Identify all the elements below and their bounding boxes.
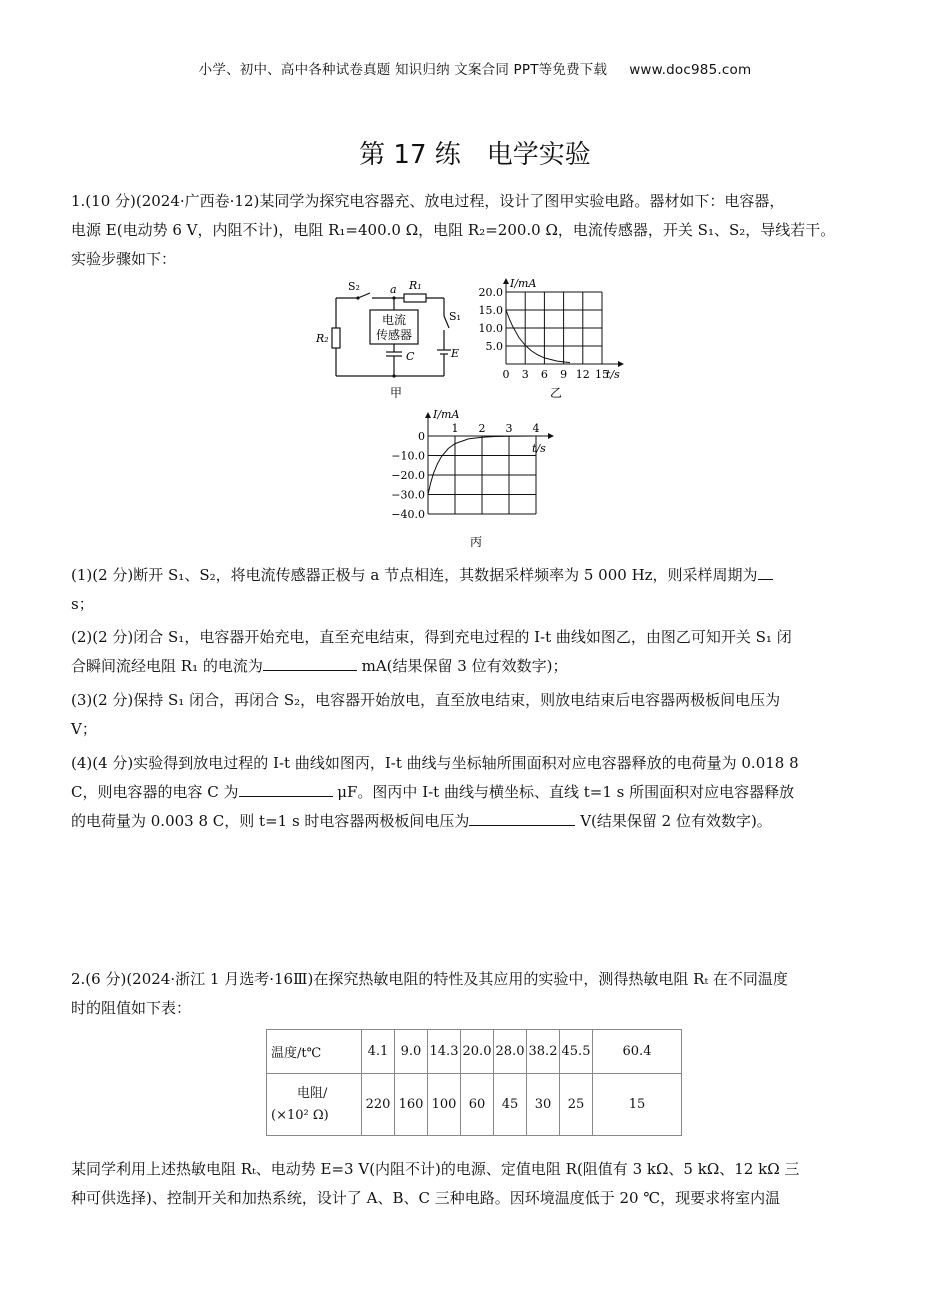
x-tick-label: 9 [560,368,568,381]
y-tick-label: −30.0 [391,488,425,502]
table-cell: 9.0 [395,1030,428,1074]
q1-part3-unit: V； [71,720,97,738]
q1-part2 [71,623,883,681]
header-text: 小学、初中、高中各种试卷真题 知识归纳 文案合同 PPT等免费下载 [198,62,608,78]
q1-part2-blank[interactable] [263,652,357,671]
q1-part4-text2: μF。图丙中 I-t 曲线与横坐标、直线 t=1 s 所围面积对应电容器释放 [332,783,795,801]
circuit-label-E: E [451,347,460,360]
y-tick-label: 0 [418,430,425,443]
q1-part4-blank1[interactable] [239,778,333,797]
y-tick-label: 10.0 [478,322,503,335]
table-header-temperature: 温度/t℃ [267,1030,362,1074]
q1-part2-text: 合瞬间流经电阻 R₁ 的电流为 [71,657,263,675]
x-tick-label: 6 [540,368,548,381]
circuit-caption: 甲 [389,386,403,400]
y-tick-label: 5.0 [485,340,503,353]
table-cell: 60.4 [593,1030,682,1074]
y-tick-label: 15.0 [478,304,503,317]
q1-part1 [71,561,883,619]
q1-intro [71,187,883,274]
sensor-label-line1: 电流 [381,313,407,327]
table-header-resistance-line1: 电阻/ [297,1085,328,1101]
q1-part3-line1: (3)(2 分)保持 S₁ 闭合，再闭合 S₂，电容器开始放电，直至放电结束，则放电结束后电容器两极板间电压为 [71,691,781,709]
table-header-resistance-line2: (×10² Ω) [271,1107,329,1123]
q1-part4-blank2[interactable] [469,807,575,826]
x-axis-arrow [618,361,624,367]
table-header-resistance [267,1074,362,1136]
x-axis-label: t/s [532,442,546,455]
table-cell: 15 [593,1074,682,1136]
q1-part3 [71,686,883,744]
table-row-resistance [267,1074,682,1136]
y-axis-arrow [425,412,431,418]
table-cell: 20.0 [461,1030,494,1074]
q2-after-line1: 某同学利用上述热敏电阻 Rₜ、电动势 E=3 V(内阻不计)的电源、定值电阻 R(阻值有 3 kΩ、5 kΩ、12 kΩ 三 [71,1160,800,1178]
table-cell: 160 [395,1074,428,1136]
x-tick-label: 1 [451,422,459,435]
q2-after-line2: 种可供选择)、控制开关和加热系统，设计了 A、B、C 三种电路。因环境温度低于 20 ℃，现要求将室内温 [71,1189,781,1207]
q1-part4-text1: C，则电容器的电容 C 为 [71,783,239,801]
q1-part1-blank[interactable] [758,561,773,580]
circuit-label-S1: S₁ [449,310,461,323]
page-title [0,134,950,171]
table-cell: 28.0 [494,1030,527,1074]
title-part1: 第 17 练 [359,140,461,170]
thermistor-table [266,1029,682,1136]
table-cell: 30 [527,1074,560,1136]
q1-part4-text3: 的电荷量为 0.003 8 C，则 t=1 s 时电容器两极板间电压为 [71,812,470,830]
table-cell: 45.5 [560,1030,593,1074]
x-tick-label: 4 [532,422,540,435]
q1-intro-line3: 实验步骤如下： [71,250,177,268]
x-tick-label: 3 [521,368,529,381]
x-axis-arrow [548,433,554,439]
chart-caption: 乙 [549,386,563,400]
q1-intro-line2: 电源 E(电动势 6 V，内阻不计)，电阻 R₁=400.0 Ω，电阻 R₂=200.0 Ω，电流传感器，开关 S₁、S₂，导线若干。 [71,221,836,239]
circuit-diagram [306,278,468,402]
q1-part2-line1: (2)(2 分)闭合 S₁，电容器开始充电，直至充电结束，得到充电过程的 I-t 曲线如图乙，由图乙可知开关 S₁ 闭 [71,628,792,646]
q1-part2-unit: mA(结果保留 3 位有效数字)； [356,657,568,675]
table-cell: 25 [560,1074,593,1136]
table-cell: 45 [494,1074,527,1136]
y-axis-label: I/mA [433,408,460,421]
page-header [0,58,950,78]
sensor-label-line2: 传感器 [375,328,413,342]
x-axis-label: t/s [606,368,620,381]
q1-part4 [71,749,883,836]
title-part2: 电学实验 [486,140,591,170]
chart-charging [476,276,646,402]
x-tick-label: 12 [575,368,590,381]
y-tick-label: −10.0 [391,449,425,463]
x-tick-label: 15 [595,368,609,381]
q2-after [71,1155,883,1213]
circuit-label-R2: R₂ [316,332,329,345]
circuit-label-R1: R₁ [409,279,422,292]
q1-part1-text: (1)(2 分)断开 S₁、S₂，将电流传感器正极与 a 节点相连，其数据采样频率为 5 000 Hz，则采样周期为 [71,566,758,584]
header-url[interactable]: www.doc985.com [629,62,752,78]
x-tick-label: 0 [502,368,510,381]
chart-caption: 丙 [469,535,483,549]
y-tick-label: −40.0 [391,508,425,521]
circuit-label-C: C [406,350,415,363]
circuit-label-a: a [390,283,397,296]
q2-intro-line1: 2.(6 分)(2024·浙江 1 月选考·16Ⅲ)在探究热敏电阻的特性及其应用的实验中，测得热敏电阻 Rₜ 在不同温度 [71,970,788,988]
q1-part4-line1: (4)(4 分)实验得到放电过程的 I-t 曲线如图丙，I-t 曲线与坐标轴所围面积对应电容器释放的电荷量为 0.018 8 [71,754,799,772]
y-tick-label: −20.0 [391,469,425,482]
table-cell: 220 [362,1074,395,1136]
table-cell: 4.1 [362,1030,395,1074]
table-cell: 14.3 [428,1030,461,1074]
y-axis-arrow [503,278,509,284]
y-tick-label: 20.0 [478,286,503,299]
charging-curve [506,310,570,363]
q2-intro-line2: 时的阻值如下表： [71,999,192,1017]
circuit-label-S2: S₂ [348,280,360,293]
y-axis-label: I/mA [510,277,537,290]
table-cell: 38.2 [527,1030,560,1074]
x-tick-label: 3 [505,422,513,435]
q2-intro [71,965,883,1023]
q1-intro-line1: 1.(10 分)(2024·广西卷·12)某同学为探究电容器充、放电过程，设计了图甲实验电路。器材如下：电容器， [71,192,785,210]
q1-part1-unit: s； [71,595,94,613]
table-cell: 60 [461,1074,494,1136]
chart-discharging [384,406,564,550]
table-row-temperature [267,1030,682,1074]
table-cell: 100 [428,1074,461,1136]
x-tick-label: 2 [478,422,486,435]
q1-part4-text4: V(结果保留 2 位有效数字)。 [575,812,772,830]
